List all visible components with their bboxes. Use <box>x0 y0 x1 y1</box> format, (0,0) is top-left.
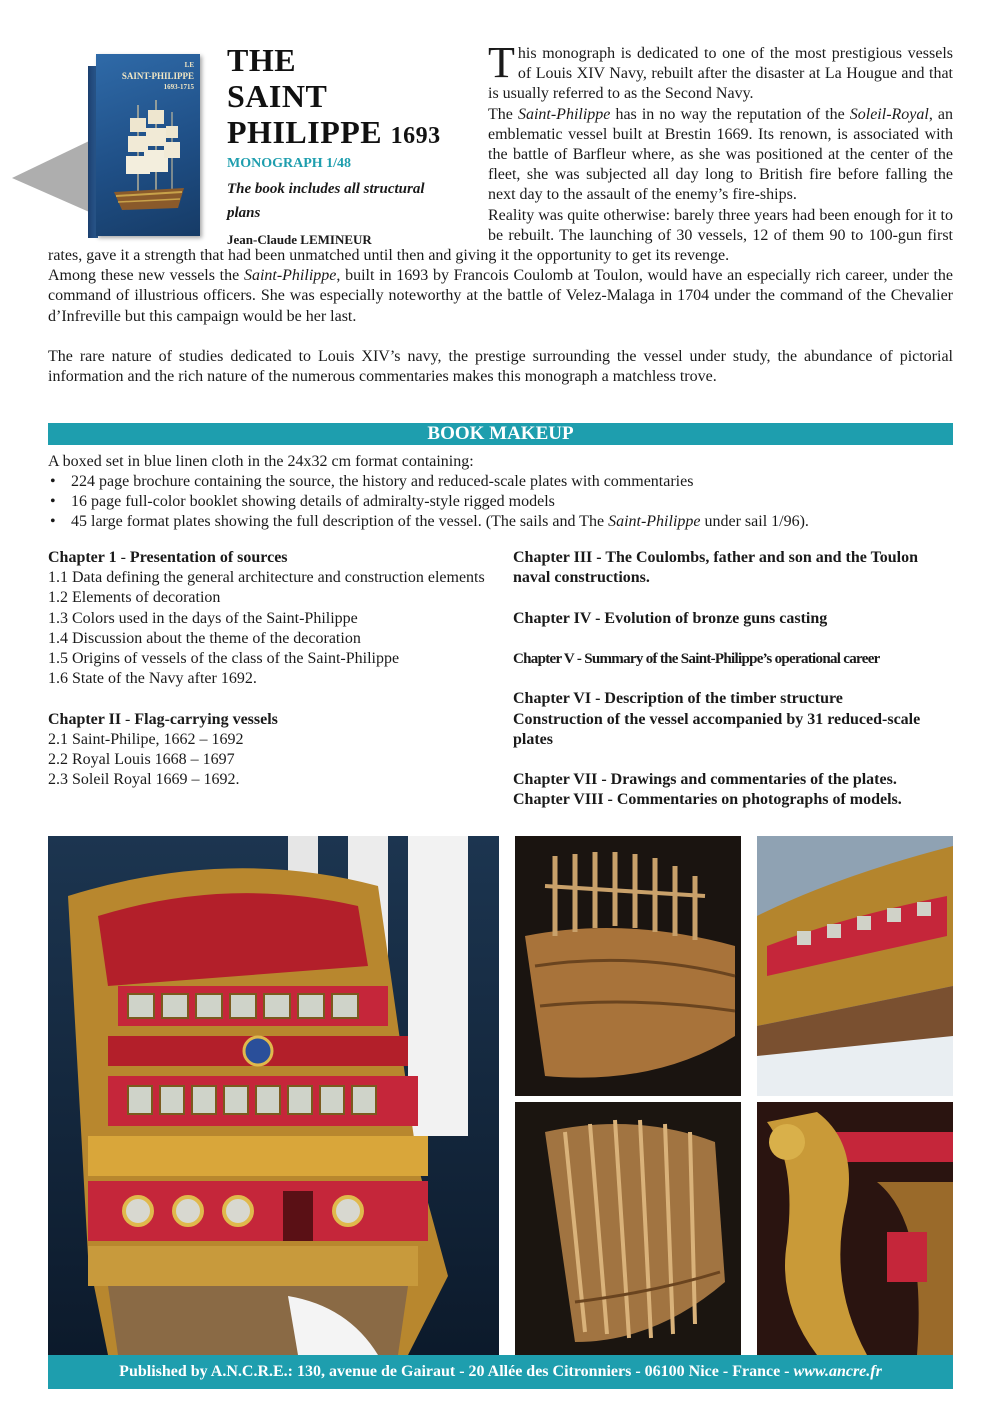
hull-frames-illustration <box>515 836 741 1096</box>
chapter-1-title: Presentation of sources <box>129 549 288 566</box>
chapters-right-column <box>513 548 953 811</box>
chapter-5-heading <box>513 649 953 669</box>
intro-p1-text: his monograph is dedicated to one of the most prestigious vessels of Louis XIV Navy, rebuilt after the disaster at La Hougue and that is usually referred to as the Second Navy. <box>488 45 953 103</box>
chapter-3-title: The Coulombs, father and son and the Toulon naval constructions. <box>513 549 919 587</box>
chapter-sep: - <box>603 791 617 809</box>
chapter-4-label: Chapter IV <box>513 609 592 627</box>
photo-gilded-detail <box>757 1102 953 1355</box>
chapter-2-3: 2.3 Soleil Royal 1669 – 1692. <box>48 771 240 789</box>
list-item <box>48 492 953 512</box>
footer-text: Published by A.N.C.R.E.: 130, avenue de Gairaut - 20 Allée des Citronniers - 06100 Nice - France - <box>119 1363 794 1380</box>
chapter-2-title: Flag-carrying vessels <box>134 710 278 728</box>
title-ship: PHILIPPE <box>227 114 383 150</box>
chapter-8-label: Chapter VIII <box>513 791 604 809</box>
intro-p2-ship2: Soleil-Royal <box>849 105 929 123</box>
chapter-2-2: 2.2 Royal Louis 1668 – 1697 <box>48 751 235 769</box>
book-makeup-heading: BOOK MAKEUP <box>48 423 953 445</box>
chapter-sep: - <box>573 650 585 667</box>
chapter-2-1: 2.1 Saint-Philipe, 1662 – 1692 <box>48 730 244 748</box>
photo-stern-side <box>757 836 953 1096</box>
intro-gap <box>48 327 953 347</box>
cover-line-2: SAINT-PHILIPPE <box>121 71 194 81</box>
monograph-scale: MONOGRAPH 1/48 <box>227 156 352 171</box>
chapter-sep: - <box>116 549 130 566</box>
spacer <box>513 669 953 689</box>
chapter-sep: - <box>597 771 611 789</box>
chapter-6-label: Chapter VI <box>513 690 592 708</box>
chapter-1-1: 1.1 Data defining the general architecture and construction elements <box>48 569 485 587</box>
chapter-4-title: Evolution of bronze guns casting <box>604 609 828 627</box>
photo-hull-frames <box>515 836 741 1096</box>
intro-p4-b: , built in 1693 by Francois Coulomb at Toulon, would have an especially rich career, under the command of illustrious officers. She was especially noteworthy at the battle of Velez-Malaga in 1704 under the command of the Chevalier d’Infreville but this campaign would be her last. <box>48 267 954 325</box>
chapter-3-heading <box>513 548 953 588</box>
chapter-6-heading <box>513 689 953 709</box>
makeup-item-2: 16 page full-color booklet showing details of admiralty-style rigged models <box>71 493 555 511</box>
chapter-4-heading <box>513 609 953 629</box>
chapter-1-2: 1.2 Elements of decoration <box>48 589 221 607</box>
intro-text <box>48 38 954 387</box>
drop-cap: T <box>488 38 515 87</box>
chapter-1-heading <box>48 548 488 568</box>
chapter-2-label: Chapter II <box>48 710 122 728</box>
author-name: Jean-Claude LEMINEUR <box>227 232 372 247</box>
intro-p4-ship: Saint-Philippe <box>243 267 337 285</box>
makeup-item-3b: under sail 1/96). <box>700 513 809 531</box>
list-item <box>48 472 953 492</box>
makeup-list <box>48 472 953 533</box>
title-year: 1693 <box>390 123 441 149</box>
spacer <box>48 689 488 709</box>
intro-paragraph-3: Reality was quite otherwise: barely three years had been enough for it to be rebuilt. The launching of 30 vessels, 12 of them 90 to 100-gun first rates, gave it a strength that had been unmatched until then and giving it the opportunity to get its revenge. <box>48 206 953 265</box>
chapter-sep: - <box>591 609 605 627</box>
photo-stern-decoration <box>48 836 499 1355</box>
spacer <box>513 750 953 770</box>
bullet-icon: • <box>50 493 56 511</box>
intro-paragraph-5: The rare nature of studies dedicated to Louis XIV’s navy, the prestige surrounding the vessel under study, the abundance of pictorial information and the rich nature of the numerous commentaries makes this monograph a matchless trove. <box>48 347 953 386</box>
photo-frame-skeleton <box>515 1102 741 1355</box>
makeup-item-1: 224 page brochure containing the source, the history and reduced-scale plates with commentaries <box>71 473 694 490</box>
chapters-left-column <box>48 548 488 790</box>
chapter-sep: - <box>592 549 606 566</box>
bullet-icon: • <box>50 473 56 490</box>
makeup-item-3-ship: Saint-Philippe <box>608 513 701 531</box>
title-line-2: SAINT <box>227 78 328 114</box>
chapter-5-label: Chapter V <box>513 650 574 667</box>
intro-p2-a: The <box>488 105 518 123</box>
footer-url-link[interactable]: www.ancre.fr <box>793 1363 882 1380</box>
chapter-sep: - <box>591 690 605 708</box>
chapter-1-4: 1.4 Discussion about the theme of the decoration <box>48 629 361 647</box>
chapter-5-title: Summary of the Saint-Philippe’s operational career <box>584 650 880 667</box>
intro-p2-c: , an emblematic vessel built at Brestin 1669. Its renown, is associated with the battle of Barfleur where, as she was positioned at the center of the fleet, she was subjected all day long to British fire before falling the next day to the assault of the enemy’s fire-ships. <box>488 105 954 204</box>
makeup-intro: A boxed set in blue linen cloth in the 24x32 cm format containing: <box>48 453 474 470</box>
intro-p2-b: has in no way the reputation of the <box>610 105 850 123</box>
chapter-8-title: Commentaries on photographs of models. <box>616 791 902 809</box>
publisher-footer <box>48 1355 953 1389</box>
includes-note: The book includes all structural plans <box>227 181 425 221</box>
chapter-sep: - <box>121 710 135 728</box>
intro-p4-a: Among these new vessels the <box>48 267 244 285</box>
chapter-7-title: Drawings and commentaries of the plates. <box>610 771 897 789</box>
chapter-6-sub: Construction of the vessel accompanied by 31 reduced-scale plates <box>513 710 921 748</box>
chapter-1-label: Chapter 1 <box>48 549 117 566</box>
cover-line-3: 1693-1715 <box>163 83 194 91</box>
list-item <box>48 512 953 532</box>
chapter-7-heading <box>513 770 953 790</box>
chapter-1-5: 1.5 Origins of vessels of the class of the Saint-Philippe <box>48 650 400 668</box>
chapter-6-title: Description of the timber structure <box>604 690 843 708</box>
title-line-1: THE <box>227 42 297 78</box>
chapter-2-heading <box>48 710 488 730</box>
intro-p2-ship: Saint-Philippe <box>517 105 611 123</box>
makeup-item-3a: 45 large format plates showing the full description of the vessel. (The sails and The <box>71 513 609 531</box>
stern-model-illustration <box>48 836 499 1355</box>
chapter-1-6: 1.6 State of the Navy after 1692. <box>48 670 257 688</box>
cover-line-1: LE <box>184 61 194 69</box>
intro-float-spacer <box>48 44 488 244</box>
gilded-detail-illustration <box>757 1102 953 1355</box>
chapter-3-label: Chapter III <box>513 549 593 566</box>
stern-side-illustration <box>757 836 953 1096</box>
chapter-7-label: Chapter VII <box>513 771 598 789</box>
spacer <box>513 588 953 608</box>
chapter-8-heading <box>513 790 953 810</box>
chapter-1-3: 1.3 Colors used in the days of the Saint-Philippe <box>48 609 358 627</box>
frame-skeleton-illustration <box>515 1102 741 1355</box>
spacer <box>513 629 953 649</box>
intro-paragraph-4 <box>48 266 953 327</box>
bullet-icon: • <box>50 513 56 531</box>
